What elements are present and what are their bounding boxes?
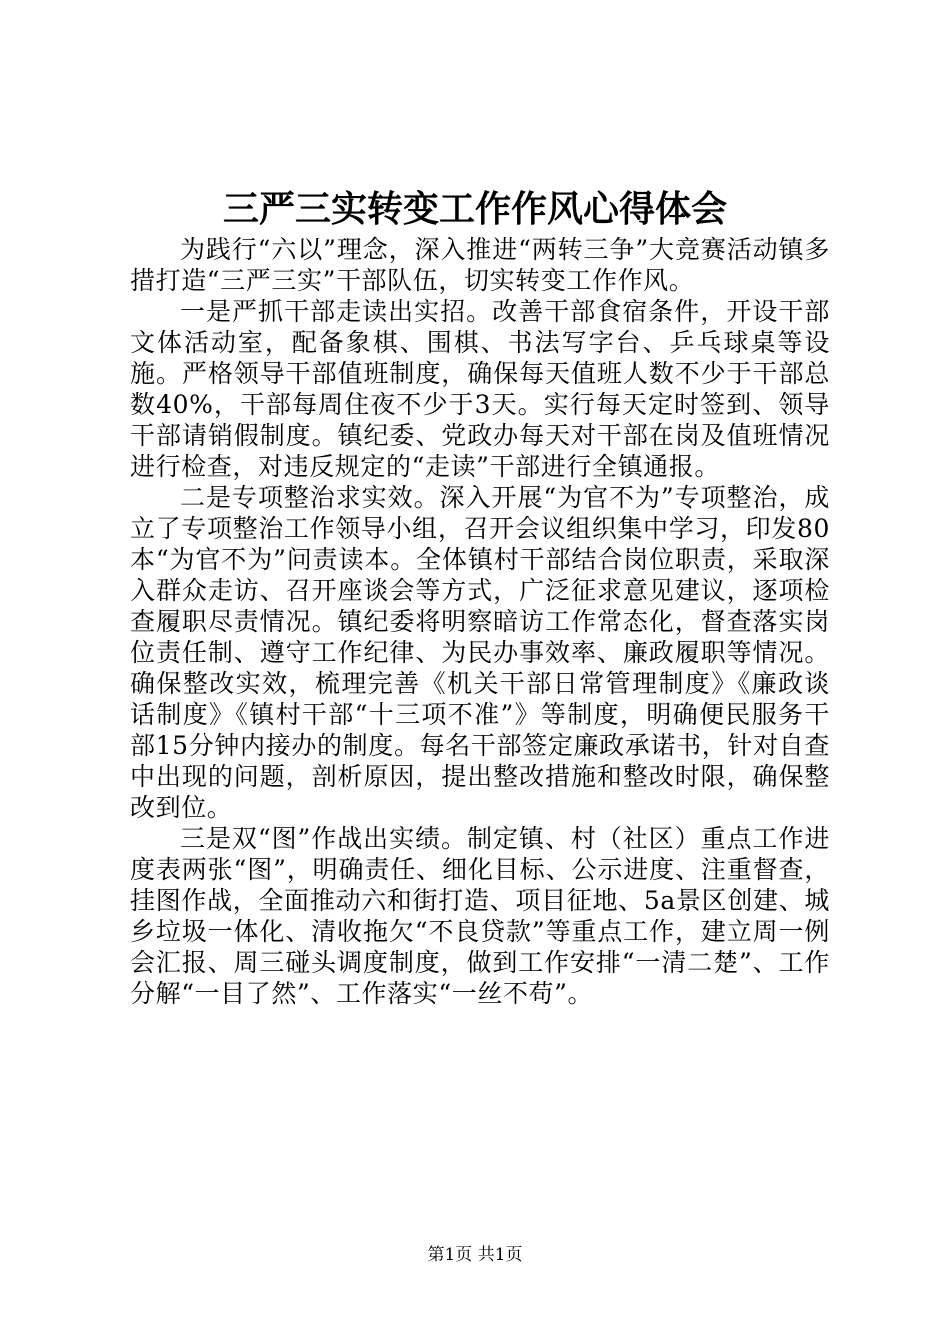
paragraph-first-point: 一是严抓干部走读出实招。改善干部食宿条件，开设干部文体活动室，配备象棋、围棋、书法写字台、乒乓球桌等设施。严格领导干部值班制度，确保每天值班人数不少于干部总数40%，干部每周住夜不少于3天。实行每天定时签到、领导干部请销假制度。镇纪委、党政办每天对干部在岗及值班情况进行检查，对违反规定的“走读”干部进行全镇通报。 xyxy=(130,297,830,481)
paragraph-intro: 为践行“六以”理念，深入推进“两转三争”大竞赛活动镇多措打造“三严三实”干部队伍，切实转变工作作风。 xyxy=(130,235,830,295)
paragraph-third-point: 三是双“图”作战出实绩。制定镇、村（社区）重点工作进度表两张“图”，明确责任、细化目标、公示进度、注重督查，挂图作战，全面推动六和街打造、项目征地、5a景区创建、城乡垃圾一体化、清收拖欠“不良贷款”等重点工作，建立周一例会汇报、周三碰头调度制度，做到工作安排“一清二楚”、工作分解“一目了然”、工作落实“一丝不苟”。 xyxy=(130,824,830,1008)
document-body xyxy=(130,234,830,1009)
page-footer: 第1页 共1页 xyxy=(427,1245,523,1265)
paragraph-second-point: 二是专项整治求实效。深入开展“为官不为”专项整治，成立了专项整治工作领导小组，召开会议组织集中学习，印发80本“为官不为”问责读本。全体镇村干部结合岗位职责，采取深入群众走访、召开座谈会等方式，广泛征求意见建议，逐项检查履职尽责情况。镇纪委将明察暗访工作常态化，督查落实岗位责任制、遵守工作纪律、为民办事效率、廉政履职等情况。确保整改实效，梳理完善《机关干部日常管理制度》《廉政谈话制度》《镇村干部“十三项不准”》等制度，明确便民服务干部15分钟内接办的制度。每名干部签定廉政承诺书，针对自查中出现的问题，剖析原因，提出整改措施和整改时限，确保整改到位。 xyxy=(130,483,830,822)
document-title: 三严三实转变工作作风心得体会 xyxy=(222,188,727,230)
